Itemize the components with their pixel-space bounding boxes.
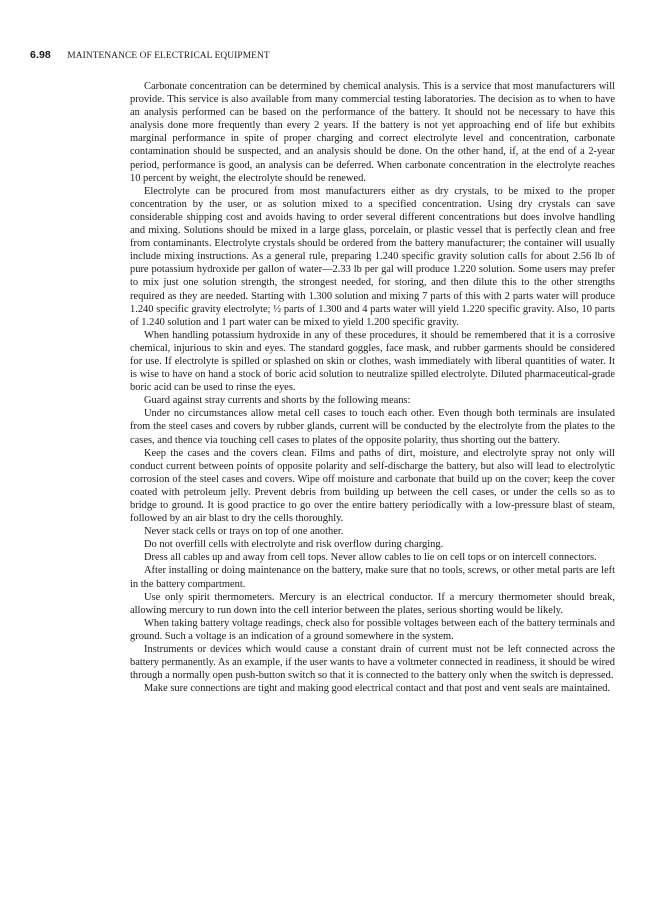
section-title: MAINTENANCE OF ELECTRICAL EQUIPMENT [67, 51, 270, 61]
paragraph-keep-clean: Keep the cases and the covers clean. Films and paths of dirt, moisture, and electrolyte spray not only will conduct current between points of opposite polarity and self-discharge the battery, but also will lead to electrolytic corrosion of the steel cases and covers. Wipe off moisture and carbonate that build up on the cover; keep the cover coated with petroleum jelly. Prevent debris from building up between the cell cases, or under the cells so as to bridge to ground. It is good practice to go over the entire battery periodically with a low-pressure blast of steam, followed by an air blast to dry the cells thoroughly. [130, 447, 615, 525]
paragraph-cell-cases: Under no circumstances allow metal cell cases to touch each other. Even though both terminals are insulated from the steel cases and covers by rubber glands, current will be conducted by the electrolyte from the plates to the cases, and thence via touching cell cases to plates of the opposite polarity, thus shorting out the battery. [130, 408, 615, 446]
running-head [30, 49, 270, 61]
paragraph-ground-voltage: When taking battery voltage readings, check also for possible voltages between each of the battery terminals and ground. Such a voltage is an indication of a ground somewhere in the system. [130, 617, 615, 642]
paragraph-spirit-thermometers: Use only spirit thermometers. Mercury is an electrical conductor. If a mercury thermometer should break, allowing mercury to run down into the cell interior between the plates, serious shorting would be likely. [130, 591, 615, 616]
paragraph-no-overfill: Do not overfill cells with electrolyte and risk overflow during charging. [144, 539, 444, 551]
paragraph-potassium-hydroxide-safety: When handling potassium hydroxide in any of these procedures, it should be remembered that it is a corrosive chemical, injurious to skin and eyes. The standard goggles, face mask, and rubber garments should be considered for use. If electrolyte is spilled or splashed on skin or clothes, wash immediately with liberal quantities of water. It is wise to have on hand a stock of boric acid solution to neutralize spilled electrolyte. Diluted pharmaceutical-grade boric acid can be used to rinse the eyes. [130, 329, 615, 394]
page-number: 6.98 [30, 49, 51, 61]
paragraph-electrolyte-procurement: Electrolyte can be procured from most manufacturers either as dry crystals, to be mixed to the proper concentration by the user, or as solution mixed to a specified concentration. Using dry crystals can save considerable shipping cost and avoids having to order several different concentrations but does involve handling and mixing. Solutions should be mixed in a large glass, porcelain, or plastic vessel that is perfectly clean and free from contaminants. Electrolyte crystals should be ordered from the battery manufacturer; the container will usually include mixing instructions. As a general rule, preparing 1.240 specific gravity solution calls for about 2.56 lb of pure potassium hydroxide per gallon of water—2.33 lb per gal will produce 1.220 solution. Some users may prefer to mix just one solution strength, the strongest needed, for storing, and then dilute this to the other strengths required as they are needed. Starting with 1.300 solution and mixing 7 parts of this with 2 parts water will produce 1.240 specific gravity electrolyte; ½ parts of 1.300 and 4 parts water will yield 1.220 specific gravity. Also, 10 parts of 1.240 solution and 1 part water can be mixed to yield 1.200 specific gravity. [130, 185, 615, 328]
paragraph-tight-connections: Make sure connections are tight and making good electrical contact and that post and vent seals are maintained. [144, 683, 611, 695]
paragraph-stray-currents-intro: Guard against stray currents and shorts by the following means: [144, 395, 411, 407]
paragraph-constant-drain: Instruments or devices which would cause a constant drain of current must not be left connected across the battery permanently. As an example, if the user wants to have a voltmeter connected in readiness, it should be wired through a normally open push-button switch so that it is connected to the battery only when the switch is depressed. [130, 644, 615, 682]
paragraph-no-tools-left: After installing or doing maintenance on the battery, make sure that no tools, screws, or other metal parts are left in the battery compartment. [130, 565, 615, 590]
paragraph-cable-dressing: Dress all cables up and away from cell tops. Never allow cables to lie on cell tops or on intercell connectors. [144, 552, 597, 564]
paragraph-carbonate-analysis: Carbonate concentration can be determined by chemical analysis. This is a service that most manufacturers will provide. This service is also available from many commercial testing laboratories. The decision as to when to have an analysis performed can be based on the performance of the battery. It should not be necessary to have this analysis done more frequently than every 2 years. If the battery is not yet approaching end of life but exhibits marginal performance in spite of proper charging and correct electrolyte level and concentration, carbonate contamination should be suspected, and an analysis should be done. On the other hand, if, at the end of a 2-year period, performance is good, an analysis can be deferred. When carbonate concentration in the electrolyte reaches 10 percent by weight, the electrolyte should be renewed. [130, 81, 615, 184]
paragraph-no-stacking: Never stack cells or trays on top of one another. [144, 526, 344, 538]
body-text [130, 80, 615, 695]
